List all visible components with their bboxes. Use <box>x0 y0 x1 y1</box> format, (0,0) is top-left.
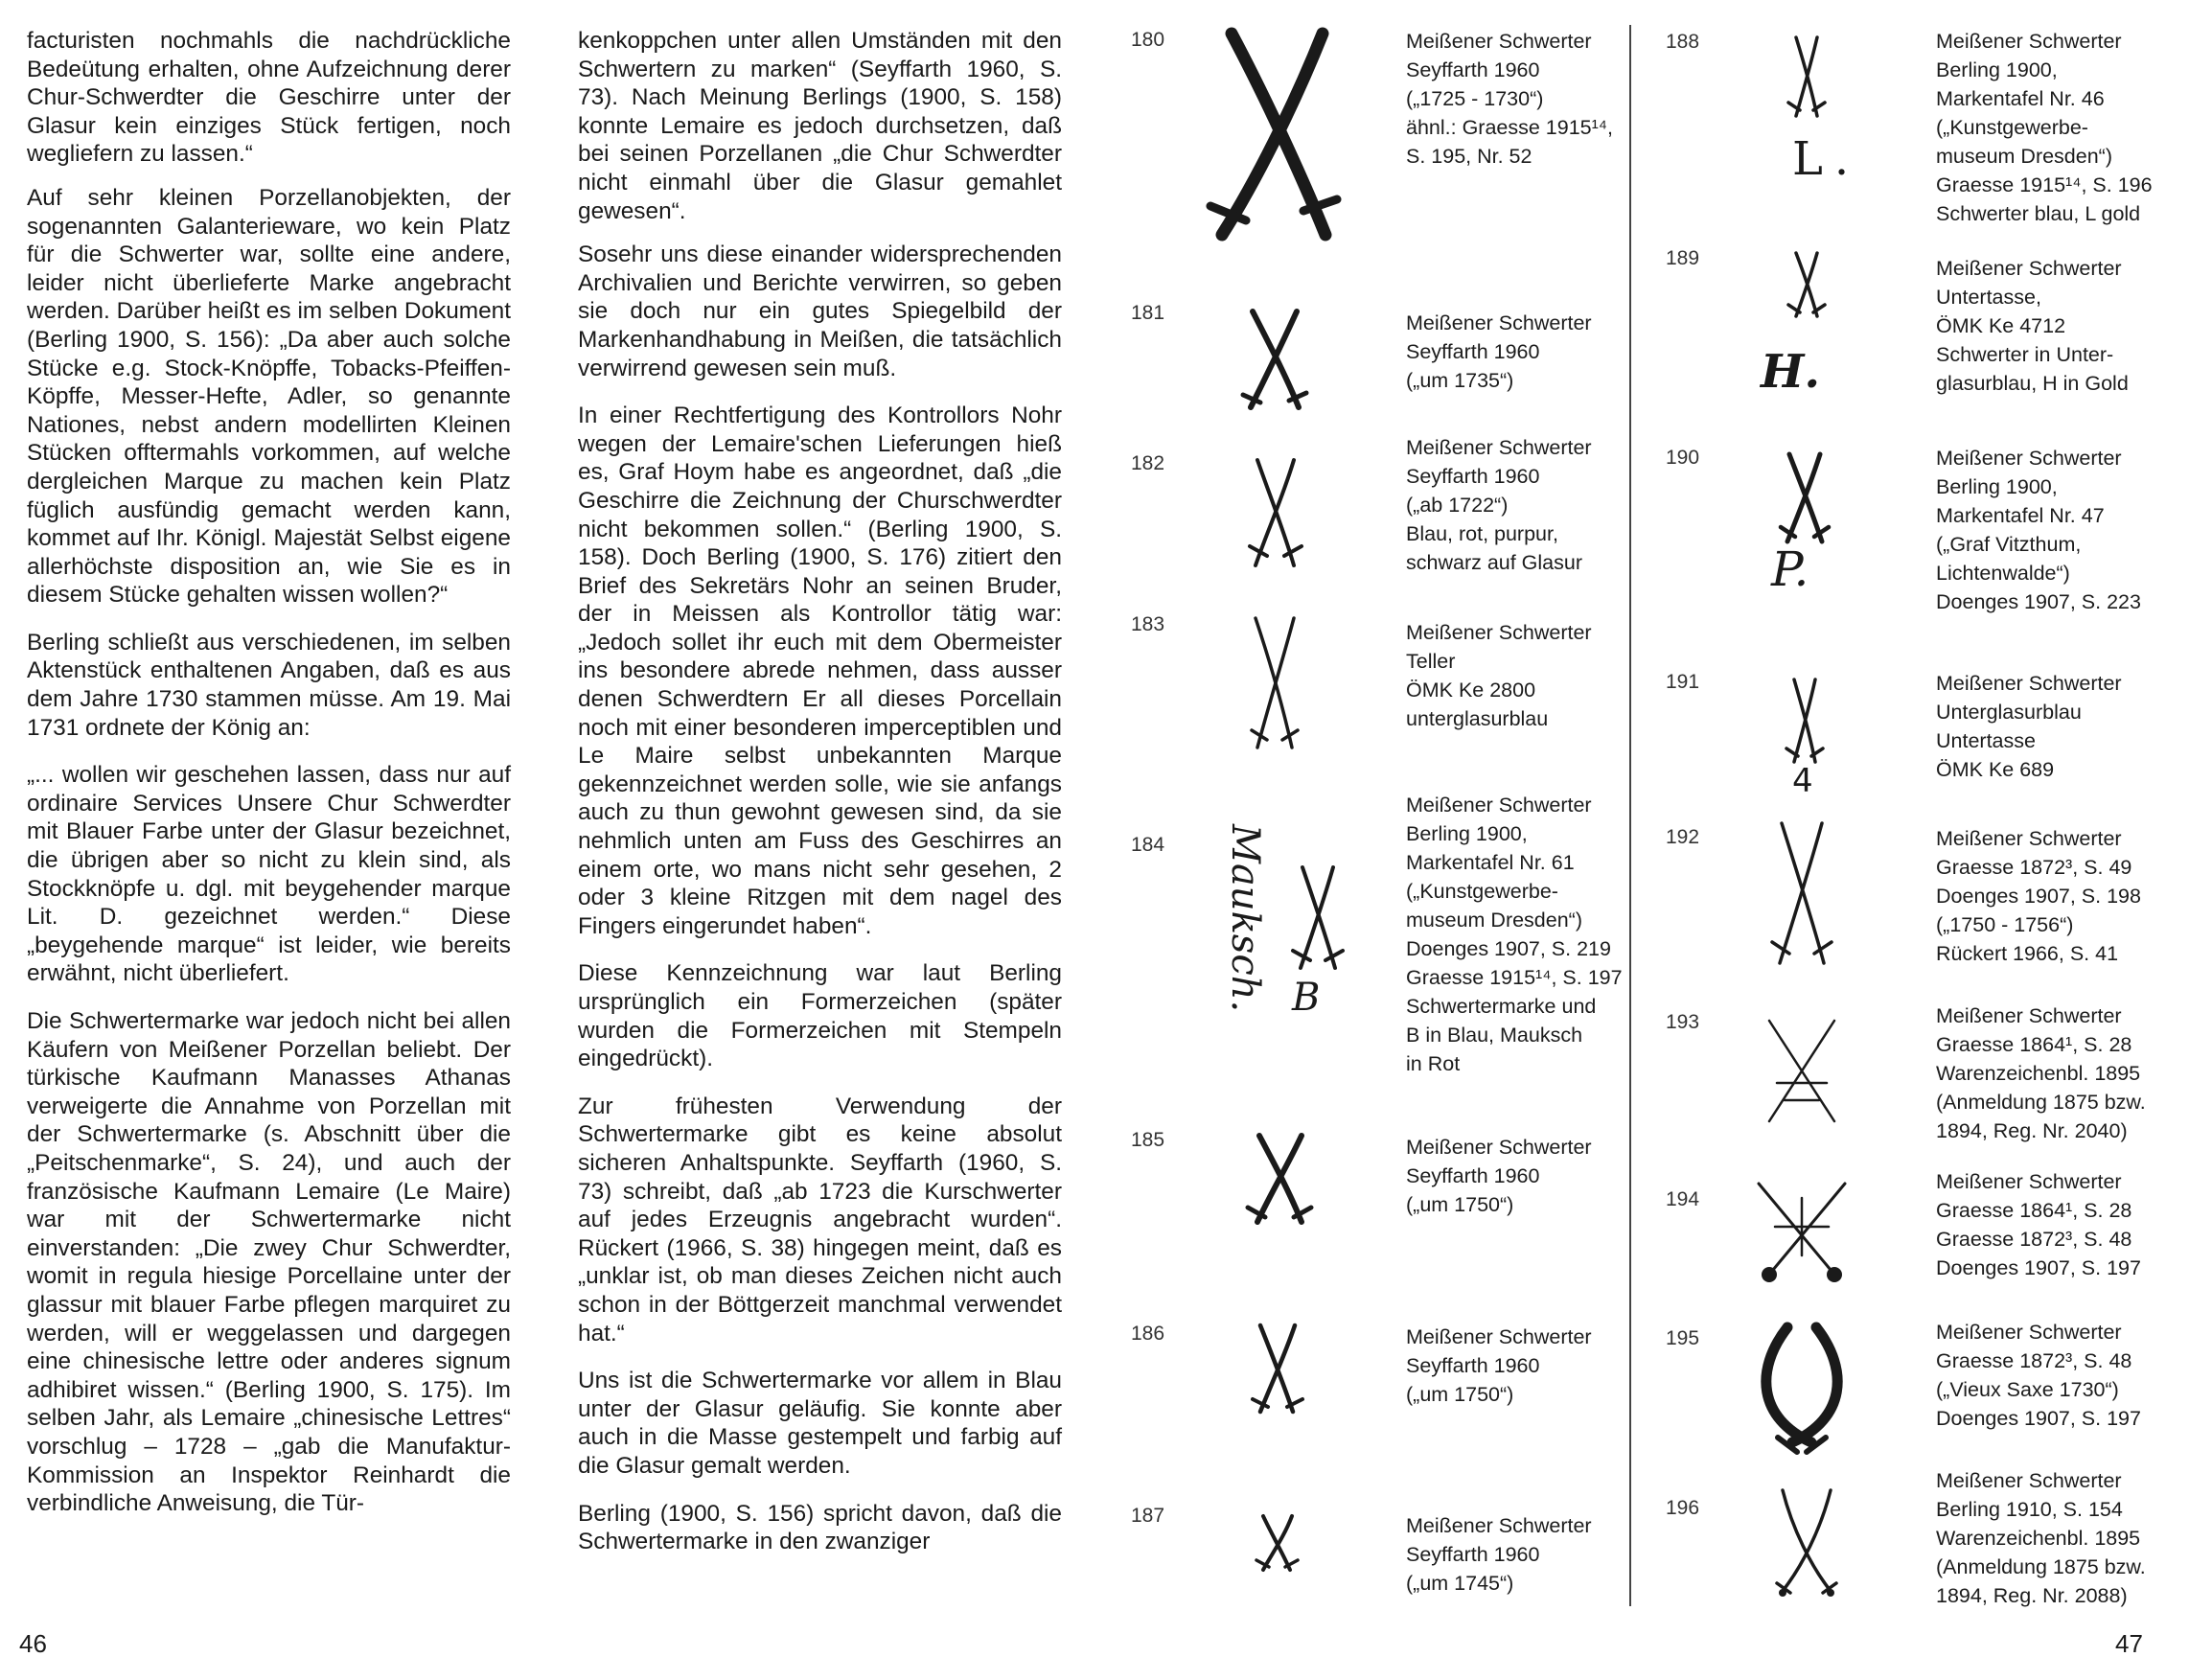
crossed-swords-mark-191 <box>1783 676 1827 767</box>
entry-number: 188 <box>1666 31 1700 53</box>
entry-description: Meißener Schwerter Berling 1900, Markentafel Nr. 46 („Kunstgewerbe- museum Dresden“) Graesse 1915¹⁴, S. 196 Schwerter blau, L gold <box>1936 30 2153 225</box>
entry-description: Meißener Schwerter Graesse 1864¹, S. 28 Graesse 1872³, S. 48 Doenges 1907, S. 197 <box>1936 1170 2141 1279</box>
entry-description: Meißener Schwerter Graesse 1864¹, S. 28 Warenzeichenbl. 1895 (Anmeldung 1875 bzw. 1894, Reg. Nr. 2040) <box>1936 1004 2146 1142</box>
mark-letter: 4 <box>1792 762 1813 800</box>
paragraph: Zur frühesten Verwendung der Schwertermarke gibt es keine absolut sicheren Anhaltspunkte. Seyffarth (1960, S. 73) schreibt, daß „ab 1723 die Kurschwerter auf jedes Erzeugnis angebracht wurden“. Rückert (1966, S. 38) hingegen meint, daß es „unklar ist, ob man dieses Zeichen nicht auch schon in der Böttgerzeit manchmal verwendet hat.“ <box>578 1093 1062 1346</box>
crossed-swords-mark-195 <box>1759 1323 1845 1457</box>
entry-description: Meißener Schwerter Seyffarth 1960 („um 1750“) <box>1406 1136 1592 1216</box>
entry-description: Meißener Schwerter Berling 1900, Markentafel Nr. 61 („Kunstgewerbe- museum Dresden“) Doenges 1907, S. 219 Graesse 1915¹⁴, S. 197 Schwertermarke und B in Blau, Mauksch in Rot <box>1406 794 1623 1075</box>
crossed-swords-mark-193 <box>1763 1016 1840 1126</box>
paragraph: Diese Kennzeichnung war laut Berling ursprünglich ein Formerzeichen (später wurden die Formerzeichen mit Stempeln eingedrückt). <box>578 960 1062 1072</box>
entry-number: 185 <box>1131 1129 1165 1151</box>
paragraph: „... wollen wir geschehen lassen, dass nur auf ordinaire Services Unsere Chur Schwerdter mit Blauer Farbe unter der Glasur bezeichnet, die übrigen aber so nicht zu klein sind, als Stockknöpfe u. dgl. mit beygehender marque Lit. D. gezeichnet werden.“ Diese „beygehende marque“ ist leider, wie bereits erwähnt, nicht überliefert. <box>27 762 511 987</box>
entry-number: 190 <box>1666 447 1700 469</box>
entry-number: 191 <box>1666 671 1700 693</box>
entry-number: 187 <box>1131 1505 1165 1527</box>
mark-letter: L. <box>1792 132 1861 186</box>
mark-letter: B <box>1292 976 1321 1020</box>
entry-description: Meißener Schwerter Seyffarth 1960 („1725 - 1730“) ähnl.: Graesse 1915¹⁴, S. 195, Nr. 52 <box>1406 30 1613 168</box>
entry-description: Meißener Schwerter Graesse 1872³, S. 49 Doenges 1907, S. 198 („1750 - 1756“) Rückert 1966, S. 41 <box>1936 827 2141 965</box>
paragraph: Auf sehr kleinen Porzellanobjekten, der sogenannten Galanterieware, wo kein Platz für die Schwerter war, sollte eine andere, leider nicht überlieferte Marke angebracht werden. Darüber heißt es im selben Dokument (Berling 1900, S. 156): „Da aber auch solche Stücke e.g. Stock-Knöpffe, Tobacks-Pfeiffen-Köpffe, Messer-Hefte, Adler, so genannte Nationes, nebst andern modellirten Kleinen Stücken offtermahls vorkommen, auf welche dergleichen Marque zu machen kein Platz füglich ausfündig gemacht werden kann, kommet auf Ihr. Königl. Majestät Selbst eigene allerhöchste disposition an, wie Sie es in diesem Stücke gehalten wissen wollen?“ <box>27 184 511 609</box>
script-signature: Mauksch. <box>1223 824 1267 1013</box>
paragraph: Die Schwertermarke war jedoch nicht bei allen Käufern von Meißener Porzellan beliebt. Der türkische Kaufmann Manasses Athanas verweigerte die Annahme von Porzellan mit der Schwertermarke (s. Abschnitt über die „Peitschenmarke“, S. 24), und auch der französische Kaufmann Lemaire (Le Maire) war mit der Schwertermarke nicht einverstanden: „Die zwey Chur Schwerdter, womit in regula hiesige Porcellaine unter der glassur mit blauer Farbe pflegen marquiret zu werden, will er weggelassen und dargegen eine chinesische lettre oder anderes signum adhibiret wissen.“ (Berling 1900, S. 175). Im selben Jahr, als Lemaire „chinesische Lettres“ vorschlug – 1728 – „gab die Manufaktur-Kommission an Inspektor Reinhardt die verbindliche Anweisung, die Tür- <box>27 1008 511 1517</box>
entry-number: 183 <box>1131 613 1165 635</box>
paragraph: kenkoppchen unter allen Umständen mit den Schwertern zu marken“ (Seyffarth 1960, S. 73). Nach Meinung Berlings (1900, S. 158) konnte Lemaire es jedoch durchsetzen, daß bei seinen Porzellanen „die Chur Schwerdter nicht einmahl über die Glasur gemahlet gewesen“. <box>578 28 1062 224</box>
paragraph: In einer Rechtfertigung des Kontrollors Nohr wegen der Lemaire'schen Lieferungen hieß es, Graf Hoym habe es angeordnet, daß „die Geschirre die Zeichnung der Churschwerdter nicht bekommen sollen.“ (Berling 1900, S. 158). Doch Berling (1900, S. 176) zitiert den Brief des Sekretärs Nohr an seinen Bruder, der in Meissen als Kontrollor tätig war: „Jedoch sollet ihr euch mit dem Obermeister ins besondere abrede nehmen, dass ausser denen Schwerdtern Er all dieses Porcellain noch mit einer besonderen imperceptiblen und Le Maire selbst unbekannten Marque gekennzeichnet werden solle, wie sie anfangs auch zu thun gewohnt gewesen sind, da sie nehmlich unten am Fuss des Geschirres an einem orte, wo mans nicht sehr gesehen, 2 oder 3 kleine Ritzgen mit dem nagel des Fingers eingerundet haben“. <box>578 403 1062 939</box>
crossed-swords-mark-190 <box>1778 450 1832 546</box>
entry-number: 194 <box>1666 1188 1700 1210</box>
text-column-left <box>27 27 511 1537</box>
crossed-swords-mark-187 <box>1254 1512 1302 1575</box>
column-divider <box>1629 25 1631 1606</box>
page-number-left: 46 <box>19 1629 47 1658</box>
crossed-swords-mark-189 <box>1785 249 1829 321</box>
crossed-swords-mark-188 <box>1785 34 1829 120</box>
paragraph: Berling schließt aus verschiedenen, im selben Aktenstück enthaltenen Angaben, daß es aus dem Jahre 1730 stammen müsse. Am 19. Mai 1731 ordnete der König an: <box>27 629 511 741</box>
entry-number: 196 <box>1666 1497 1700 1519</box>
entry-number: 186 <box>1131 1323 1165 1345</box>
crossed-swords-mark-183 <box>1246 613 1303 757</box>
paragraph: Sosehr uns diese einander widersprechenden Archivalien und Berichte verwirren, so geben sie doch nur ein gutes Spiegelbild der Markenhandhabung in Meißen, die tatsächlich verwirrend gewesen sein muß. <box>578 242 1062 381</box>
entry-number: 181 <box>1131 302 1165 324</box>
entry-description: Meißener Schwerter Graesse 1872³, S. 48 („Vieux Saxe 1730“) Doenges 1907, S. 197 <box>1936 1321 2141 1430</box>
mark-letter: H. <box>1761 345 1821 399</box>
crossed-swords-mark-194 <box>1754 1179 1850 1284</box>
mauksch-signature <box>1200 824 1286 1013</box>
crossed-swords-mark-182 <box>1246 455 1303 570</box>
entry-description: Meißener Schwerter Unterglasurblau Untertasse ÖMK Ke 689 <box>1936 672 2122 781</box>
entry-number: 193 <box>1666 1011 1700 1033</box>
entry-description: Meißener Schwerter Seyffarth 1960 („um 1735“) <box>1406 311 1592 392</box>
crossed-swords-mark-181 <box>1241 307 1308 412</box>
entry-number: 195 <box>1666 1327 1700 1349</box>
entry-description: Meißener Schwerter Untertasse, ÖMK Ke 4712 Schwerter in Unter- glasurblau, H in Gold <box>1936 257 2129 395</box>
page-number-right: 47 <box>2115 1629 2143 1658</box>
entry-description: Meißener Schwerter Berling 1900, Markentafel Nr. 47 („Graf Vitzthum, Lichtenwalde“) Doenges 1907, S. 223 <box>1936 447 2141 613</box>
mark-letter: P. <box>1771 541 1809 597</box>
text-column-middle <box>578 27 1062 1576</box>
crossed-swords-mark-184 <box>1289 863 1347 978</box>
entry-number: 180 <box>1131 29 1165 51</box>
crossed-swords-mark-192 <box>1768 819 1835 973</box>
crossed-swords-mark-185 <box>1246 1131 1313 1227</box>
crossed-swords-mark-186 <box>1249 1321 1306 1416</box>
entry-number: 192 <box>1666 826 1700 848</box>
paragraph: facturisten nochmahls die nachdrückliche Bedeütung erhalten, ohne Aufzeichnung derer Chur-Schwerdter die Geschirre unter der Glasur kein einziges Stück fertigen, noch wegliefern zu lassen.“ <box>27 28 511 168</box>
entry-number: 184 <box>1131 834 1165 856</box>
crossed-swords-mark-180 <box>1203 29 1347 249</box>
entry-number: 189 <box>1666 247 1700 269</box>
entry-description: Meißener Schwerter Seyffarth 1960 („um 1745“) <box>1406 1514 1592 1595</box>
entry-description: Meißener Schwerter Seyffarth 1960 („ab 1722“) Blau, rot, purpur, schwarz auf Glasur <box>1406 436 1592 574</box>
entry-description: Meißener Schwerter Berling 1910, S. 154 Warenzeichenbl. 1895 (Anmeldung 1875 bzw. 1894, Reg. Nr. 2088) <box>1936 1469 2146 1607</box>
crossed-swords-mark-196 <box>1773 1485 1840 1600</box>
entry-description: Meißener Schwerter Seyffarth 1960 („um 1750“) <box>1406 1325 1592 1406</box>
entry-description: Meißener Schwerter Teller ÖMK Ke 2800 unterglasurblau <box>1406 621 1592 730</box>
entry-number: 182 <box>1131 452 1165 474</box>
paragraph: Uns ist die Schwertermarke vor allem in Blau unter der Glasur geläufig. Sie konnte aber auch in die Masse gestempelt und farbig auf die Glasur gemalt werden. <box>578 1368 1062 1479</box>
paragraph: Berling (1900, S. 156) spricht davon, daß die Schwertermarke in den zwanziger <box>578 1500 1062 1555</box>
